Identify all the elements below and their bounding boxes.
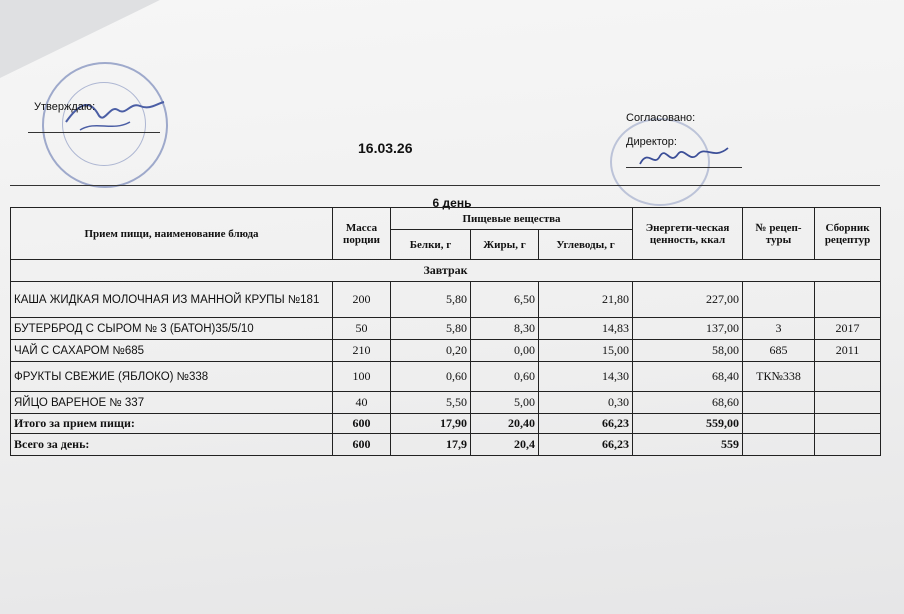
section-row	[11, 260, 881, 282]
dish-mass: 50	[333, 318, 391, 340]
dish-name: КАША ЖИДКАЯ МОЛОЧНАЯ ИЗ МАННОЙ КРУПЫ №181	[11, 282, 333, 318]
header-divider	[10, 185, 880, 186]
director-signature-line	[626, 167, 742, 168]
agree-label: Согласовано:	[626, 112, 696, 124]
document-date: 16.03.26	[358, 140, 413, 156]
dish-energy: 58,00	[633, 340, 743, 362]
dish-energy: 227,00	[633, 282, 743, 318]
total-energy: 559	[633, 434, 743, 456]
total-carbs: 66,23	[539, 434, 633, 456]
dish-protein: 5,50	[391, 392, 471, 414]
total-label: Всего за день:	[11, 434, 333, 456]
dish-fat: 0,00	[471, 340, 539, 362]
dish-collection	[815, 392, 881, 414]
subtotal-protein: 17,90	[391, 414, 471, 434]
dish-carbs: 14,30	[539, 362, 633, 392]
dish-recipe	[743, 282, 815, 318]
subtotal-collection-empty	[815, 414, 881, 434]
total-mass: 600	[333, 434, 391, 456]
dish-name: ЧАЙ С САХАРОМ №685	[11, 340, 333, 362]
subtotal-label: Итого за прием пищи:	[11, 414, 333, 434]
dish-recipe: ТК№338	[743, 362, 815, 392]
dish-carbs: 14,83	[539, 318, 633, 340]
dish-recipe	[743, 392, 815, 414]
header-protein: Белки, г	[391, 230, 471, 260]
dish-mass: 100	[333, 362, 391, 392]
subtotal-recipe-empty	[743, 414, 815, 434]
subtotal-fat: 20,40	[471, 414, 539, 434]
dish-protein: 5,80	[391, 282, 471, 318]
dish-collection	[815, 282, 881, 318]
director-label: Директор:	[626, 136, 677, 148]
dish-mass: 40	[333, 392, 391, 414]
day-title: 6 день	[432, 196, 472, 210]
total-collection-empty	[815, 434, 881, 456]
header-carbs: Углеводы, г	[539, 230, 633, 260]
total-row	[11, 434, 881, 456]
dish-recipe: 3	[743, 318, 815, 340]
dish-fat: 8,30	[471, 318, 539, 340]
table-row	[11, 340, 881, 362]
header-nutrients: Пищевые вещества	[391, 208, 633, 230]
dish-energy: 68,60	[633, 392, 743, 414]
total-fat: 20,4	[471, 434, 539, 456]
total-protein: 17,9	[391, 434, 471, 456]
subtotal-energy: 559,00	[633, 414, 743, 434]
dish-collection: 2011	[815, 340, 881, 362]
section-breakfast: Завтрак	[11, 260, 881, 282]
header-recipe-no: № рецеп-туры	[743, 208, 815, 260]
dish-protein: 5,80	[391, 318, 471, 340]
header-energy: Энергети-ческая ценность, ккал	[633, 208, 743, 260]
dish-energy: 68,40	[633, 362, 743, 392]
dish-carbs: 21,80	[539, 282, 633, 318]
table-row	[11, 318, 881, 340]
director-signature	[636, 142, 736, 174]
table-row	[11, 392, 881, 414]
dish-name: ЯЙЦО ВАРЕНОЕ № 337	[11, 392, 333, 414]
dish-name: БУТЕРБРОД С СЫРОМ № 3 (БАТОН)35/5/10	[11, 318, 333, 340]
dish-carbs: 0,30	[539, 392, 633, 414]
dish-protein: 0,20	[391, 340, 471, 362]
subtotal-carbs: 66,23	[539, 414, 633, 434]
dish-recipe: 685	[743, 340, 815, 362]
table-header-row	[11, 208, 881, 230]
subtotal-mass: 600	[333, 414, 391, 434]
total-recipe-empty	[743, 434, 815, 456]
dish-fat: 6,50	[471, 282, 539, 318]
dish-collection	[815, 362, 881, 392]
header-fat: Жиры, г	[471, 230, 539, 260]
table-row	[11, 282, 881, 318]
menu-table	[10, 207, 881, 456]
header-mass: Масса порции	[333, 208, 391, 260]
approve-signature-line	[28, 132, 160, 133]
dish-energy: 137,00	[633, 318, 743, 340]
header-meal: Прием пищи, наименование блюда	[11, 208, 333, 260]
dish-collection: 2017	[815, 318, 881, 340]
dish-mass: 210	[333, 340, 391, 362]
header-collection: Сборник рецептур	[815, 208, 881, 260]
dish-mass: 200	[333, 282, 391, 318]
dish-name: ФРУКТЫ СВЕЖИЕ (ЯБЛОКО) №338	[11, 362, 333, 392]
dish-fat: 0,60	[471, 362, 539, 392]
dish-carbs: 15,00	[539, 340, 633, 362]
subtotal-row	[11, 414, 881, 434]
table-row	[11, 362, 881, 392]
approve-label: Утверждаю:	[34, 101, 96, 113]
dish-protein: 0,60	[391, 362, 471, 392]
dish-fat: 5,00	[471, 392, 539, 414]
